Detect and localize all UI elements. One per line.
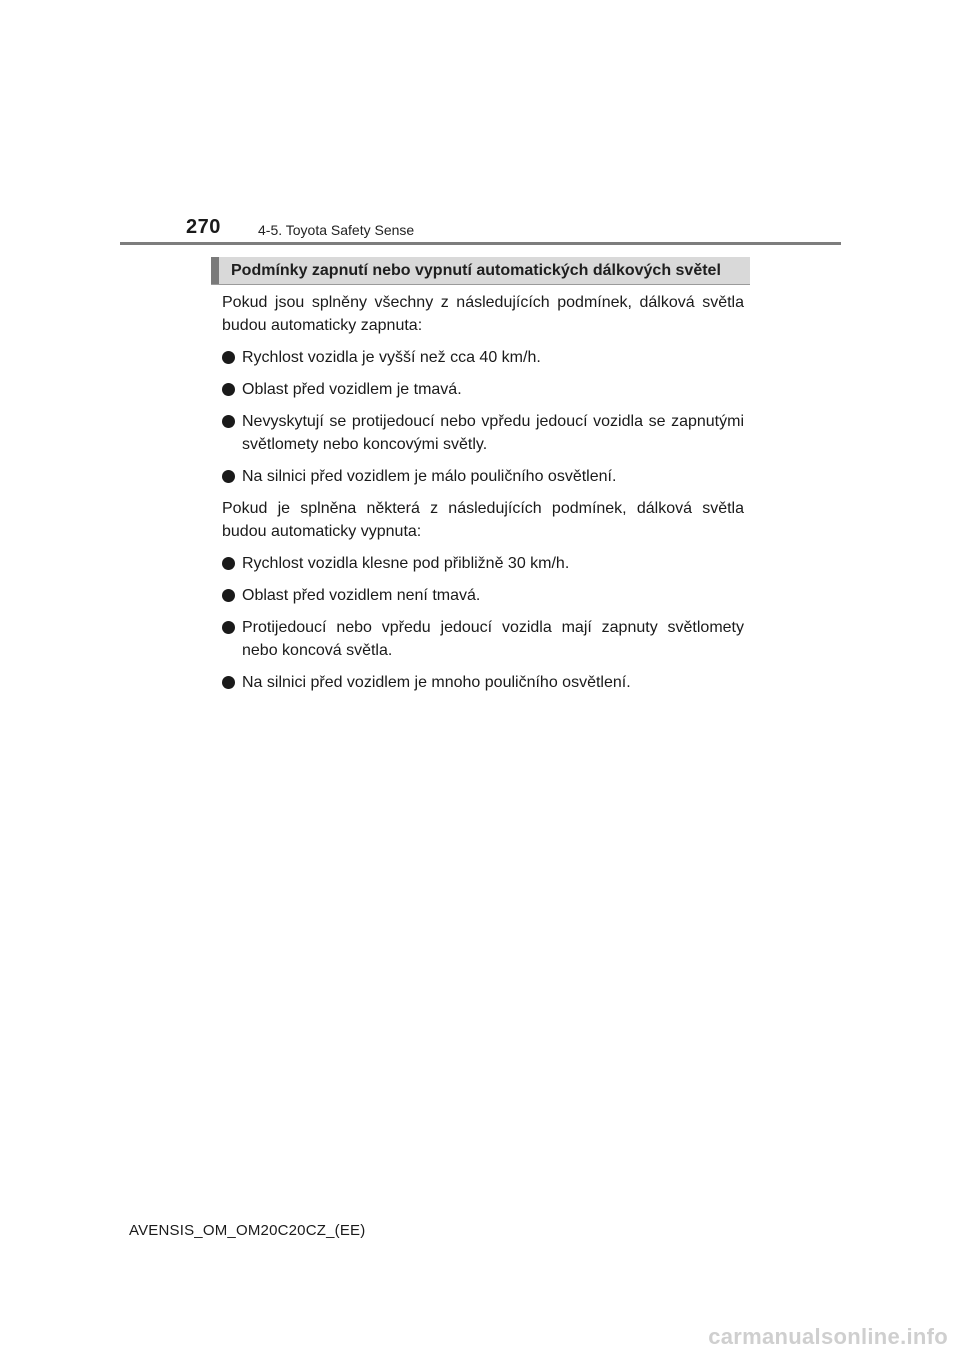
list-item-text: Na silnici před vozidlem je málo pouličního osvětlení. <box>242 468 617 485</box>
list-item <box>222 378 744 401</box>
bullet-icon <box>222 557 235 570</box>
off-conditions-list <box>222 552 744 694</box>
header-rule <box>120 242 841 245</box>
bullet-icon <box>222 676 235 689</box>
subheading-underline <box>211 284 750 285</box>
bullet-icon <box>222 589 235 602</box>
footer-doc-code: AVENSIS_OM_OM20C20CZ_(EE) <box>129 1222 366 1239</box>
list-item <box>222 465 744 488</box>
off-conditions-intro: Pokud je splněna některá z následujících podmínek, dálková světla budou automaticky vypnuta: <box>222 500 744 540</box>
list-item-text: Rychlost vozidla klesne pod přibližně 30 km/h. <box>242 555 570 572</box>
list-item <box>222 584 744 607</box>
list-item-text: Na silnici před vozidlem je mnoho pouličního osvětlení. <box>242 674 631 691</box>
on-conditions-intro: Pokud jsou splněny všechny z následujících podmínek, dálková světla budou automaticky zapnuta: <box>222 294 744 334</box>
bullet-icon <box>222 621 235 634</box>
list-item-text: Protijedoucí nebo vpředu jedoucí vozidla mají zapnuty světlomety nebo koncová světla. <box>242 619 744 659</box>
list-item-text: Nevyskytují se protijedoucí nebo vpředu jedoucí vozidla se zapnutými světlomety nebo koncovými světly. <box>242 413 744 453</box>
bullet-icon <box>222 383 235 396</box>
list-item <box>222 552 744 575</box>
subheading-bar <box>211 257 750 285</box>
bullet-icon <box>222 351 235 364</box>
page-number: 270 <box>186 216 221 238</box>
content <box>222 291 744 703</box>
list-item <box>222 671 744 694</box>
list-item <box>222 616 744 662</box>
list-item-text: Oblast před vozidlem není tmavá. <box>242 587 481 604</box>
section-title: 4-5. Toyota Safety Sense <box>258 222 415 238</box>
list-item-text: Rychlost vozidla je vyšší než cca 40 km/h. <box>242 349 541 366</box>
list-item <box>222 410 744 456</box>
list-item <box>222 346 744 369</box>
bullet-icon <box>222 470 235 483</box>
list-item-text: Oblast před vozidlem je tmavá. <box>242 381 462 398</box>
on-conditions-list <box>222 346 744 488</box>
bullet-icon <box>222 415 235 428</box>
watermark: carmanualsonline.info <box>708 1324 948 1349</box>
subheading-text: Podmínky zapnutí nebo vypnutí automatických dálkových světel <box>231 262 721 279</box>
